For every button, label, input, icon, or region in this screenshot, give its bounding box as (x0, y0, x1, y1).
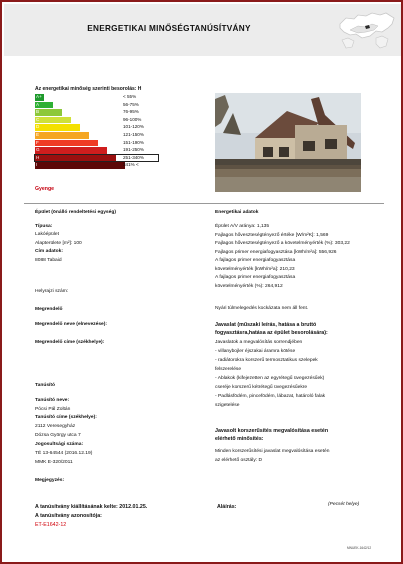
rating-category-label: Gyenge (35, 186, 55, 192)
rating-range: 96-100% (123, 116, 142, 122)
address-label: Cím adatok: (35, 249, 63, 254)
upgrade-title-line-1: Javasolt korszerűsítés megvalósítása esetén (215, 428, 329, 434)
recommendation-title-line-1: Javaslat (műszaki leírás, hatása a bruttó (215, 322, 317, 328)
rating-title: Az energetikai minőség szerinti besorolás: H (35, 86, 142, 92)
rating-range: 101-120% (123, 124, 144, 130)
rating-bar-a-plus: A+ (35, 94, 44, 101)
rating-bar-e: E (35, 132, 89, 139)
certifier-address-line-2: Dózsa György utca 7 (35, 433, 81, 438)
rating-range: 341% < (123, 162, 139, 168)
upgrade-line: az elérhető osztály: D (215, 458, 263, 463)
rating-bar-d: D (35, 124, 80, 131)
client-section-title: Megrendelő (35, 307, 63, 312)
upgrade-line: Minden korszerűsítési javaslat megvalósítása esetén (215, 449, 330, 454)
certifier-address-label: Tanúsító címe (székhelye): (35, 415, 97, 420)
notes-label: Megjegyzés: (35, 478, 65, 483)
issue-date: A tanúsítvány kiállításának kelte: 2012.01.25. (35, 504, 148, 510)
rating-bar-a: A (35, 102, 53, 109)
certificate-id: ET-E1642-12 (35, 522, 67, 528)
rating-bar-i: I (35, 162, 125, 169)
energy-data-line: Fajlagos hőveszteségtényező a követelményérték (%): 303,22 (215, 241, 350, 246)
rating-range: 56-75% (123, 101, 139, 107)
recommendation-line: szigetelése (215, 403, 240, 408)
signature-label: Aláírás: (217, 504, 237, 510)
recommendation-line: felszerelése (215, 367, 242, 372)
certifier-name-label: Tanúsító neve: (35, 398, 70, 403)
energy-data-title: Energetikai adatok (215, 210, 259, 215)
certificate-id-label: A tanúsítvány azonosítója: (35, 513, 102, 519)
header-band (4, 4, 401, 56)
energy-data-line: A fajlagos primer energiafogyasztása (215, 275, 296, 280)
address-value: 8088 Tabaid (35, 258, 62, 263)
recommendation-line: - villanybojler éjszakai áramra kötése (215, 349, 296, 354)
rating-bar-h: H (35, 155, 116, 162)
footer-code: MNUEK-1642/12 (347, 546, 372, 550)
floor-area: Alapterülete [m²]: 100 (35, 241, 82, 246)
recommendation-line: - radiátorokra korszerű termosztatikus szelepek (215, 358, 318, 363)
rating-bar-c: C (35, 117, 71, 124)
overheating-note: Nyári túlmelegedés kockázata nem áll fent. (215, 306, 309, 311)
stamp-placeholder: (Pecsét helye) (328, 502, 360, 507)
rating-bar-g: G (35, 147, 107, 154)
hungary-map-icon (336, 10, 398, 52)
rating-range: 76-95% (123, 109, 139, 115)
recommendation-line: - Ablakok (kifejezetten az egyrétegű üvegezésűek) (215, 376, 325, 381)
certifier-address-line-1: 2112 Veresegyház (35, 424, 76, 429)
rating-range: 251-340% (123, 154, 144, 160)
recommendation-line: Javaslatok a megvalósítás sorrendjében (215, 340, 303, 345)
page-title: ENERGETIKAI MINŐSÉGTANÚSÍTVÁNY (87, 24, 251, 33)
type-value: Lakóépület (35, 232, 59, 237)
energy-data-line: követelményérték (%): 264,912 (215, 283, 283, 289)
client-name-label: Megrendelő neve (elnevezése): (35, 322, 108, 327)
section-divider (24, 203, 384, 204)
building-photo (215, 93, 361, 192)
recommendation-line: cseréje korszerű kétrétegű üvegezésűekre (215, 385, 308, 390)
rating-range: 191-250% (123, 147, 144, 153)
license-label: Jogosultsági száma: (35, 442, 84, 447)
rating-bar-f: F (35, 140, 98, 147)
rating-bar-b: B (35, 109, 62, 116)
energy-data-line: Fajlagos primer energiafogyasztása [kWh/m²a]: 556,926 (215, 249, 337, 255)
energy-data-line: Fajlagos hőveszteségtényező értéke [W/m²K]: 1,569 (215, 232, 329, 238)
energy-data-line: Épület A/V aránya: 1,135 (215, 224, 270, 229)
type-label: Típusa: (35, 224, 53, 229)
energy-data-line: követelményérték [kWh/m²a]: 210,23 (215, 266, 295, 272)
energy-data-line: A fajlagos primer energiafogyasztása (215, 258, 296, 263)
parcel-number: Helyrajzi szám: (35, 289, 69, 294)
recommendation-title-line-2: fogyasztásra,hatása az épület besorolására): (215, 330, 328, 336)
client-address-label: Megrendelő címe (székhelye): (35, 340, 105, 345)
license-line-2: MMK E-320/2011 (35, 460, 73, 465)
recommendation-line: - Padlásfödém, pincefödém, lábazat, határoló falak (215, 394, 326, 399)
rating-range: 121-150% (123, 132, 144, 137)
building-section-title: Épület (önálló rendeltetési egység) (35, 210, 116, 215)
upgrade-title-line-2: elérhető minősítés: (215, 436, 264, 442)
rating-range: 151-190% (123, 139, 144, 145)
rating-range: < 55% (123, 94, 137, 99)
license-line-1: TÉ 13-64544 (2016.12.19) (35, 451, 93, 456)
certifier-section-title: Tanúsító (35, 383, 56, 388)
certifier-name: Pócsi Pál Zoltán (35, 407, 71, 412)
